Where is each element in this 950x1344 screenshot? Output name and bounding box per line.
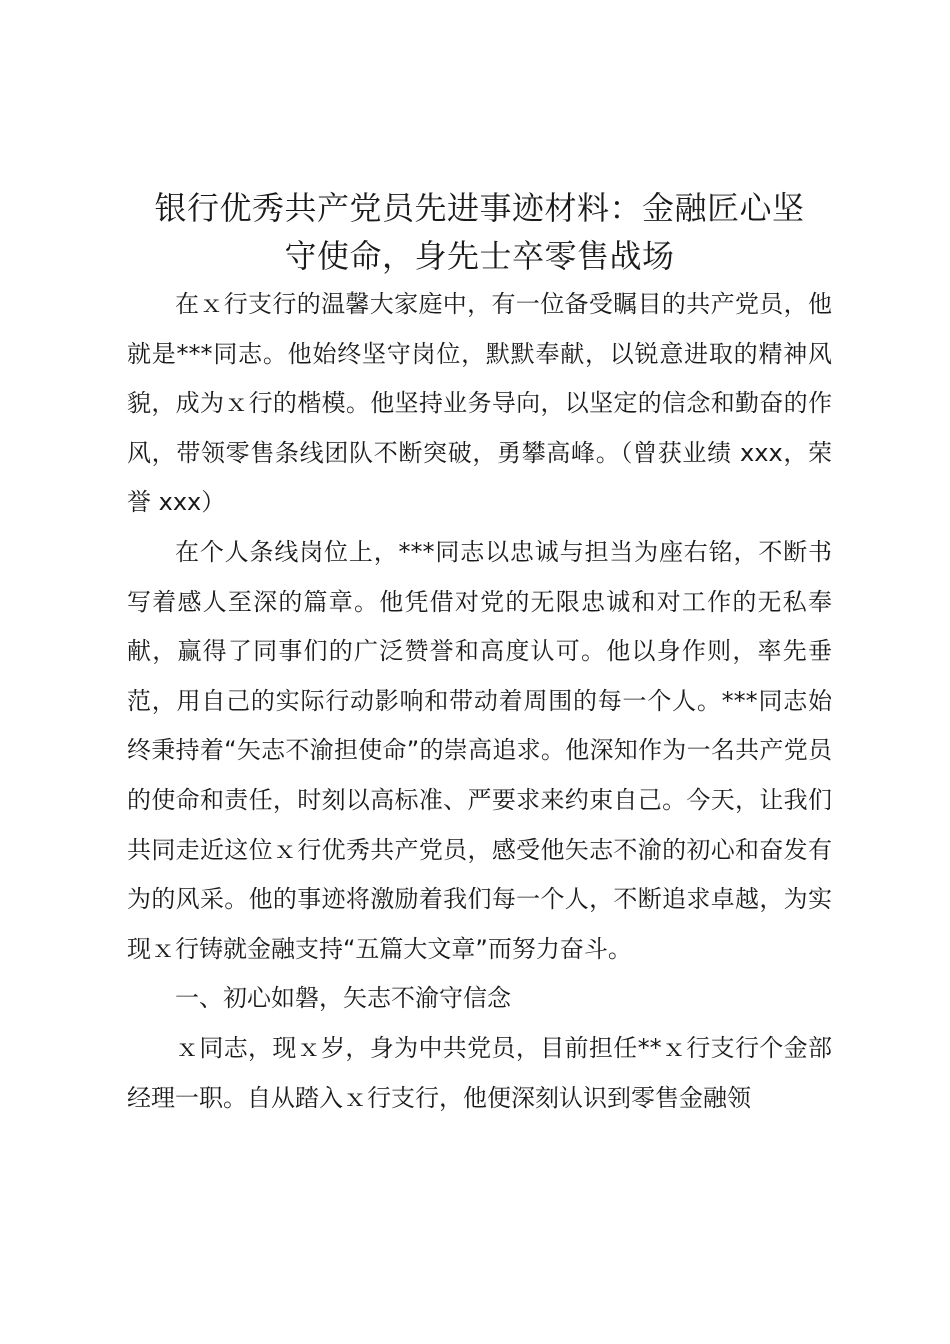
section-heading: 一、初心如磐，矢志不渝守信念 [175,984,511,1013]
paragraph-profile: ｘ同志，现ｘ岁，身为中共党员，目前担任**ｘ行支行个金部经理一职。自从踏入ｘ行支行，他便深刻认识到零售金融领 [127,1033,832,1112]
document-page [127,184,832,1123]
paragraph-intro: 在ｘ行支行的温馨大家庭中，有一位备受瞩目的共产党员，他就是***同志。他始终坚守岗位，默默奉献，以锐意进取的精神风貌，成为ｘ行的楷模。他坚持业务导向，以坚定的信念和勤奋的作风，带领零售条线团队不断突破，勇攀高峰。（曾获业绩 xxx，荣誉 xxx） [127,290,832,517]
title-line-2: 守使命，身先士卒零售战场 [284,237,675,275]
paragraph-position: 在个人条线岗位上，***同志以忠诚与担当为座右铭，不断书写着感人至深的篇章。他凭借对党的无限忠诚和对工作的无私奉献，赢得了同事们的广泛赞誉和高度认可。他以身作则，率先垂范，用自己的实际行动影响和带动着周围的每一个人。***同志始终秉持着“矢志不渝担使命”的崇高追求。他深知作为一名共产党员的使命和责任，时刻以高标准、严要求来约束自己。今天，让我们共同走近这位ｘ行优秀共产党员，感受他矢志不渝的初心和奋发有为的风采。他的事迹将激励着我们每一个人，不断追求卓越，为实现ｘ行铸就金融支持“五篇大文章”而努力奋斗。 [127,537,832,963]
document-title [127,184,832,280]
title-line-1: 银行优秀共产党员先进事迹材料：金融匠心坚 [154,189,805,227]
